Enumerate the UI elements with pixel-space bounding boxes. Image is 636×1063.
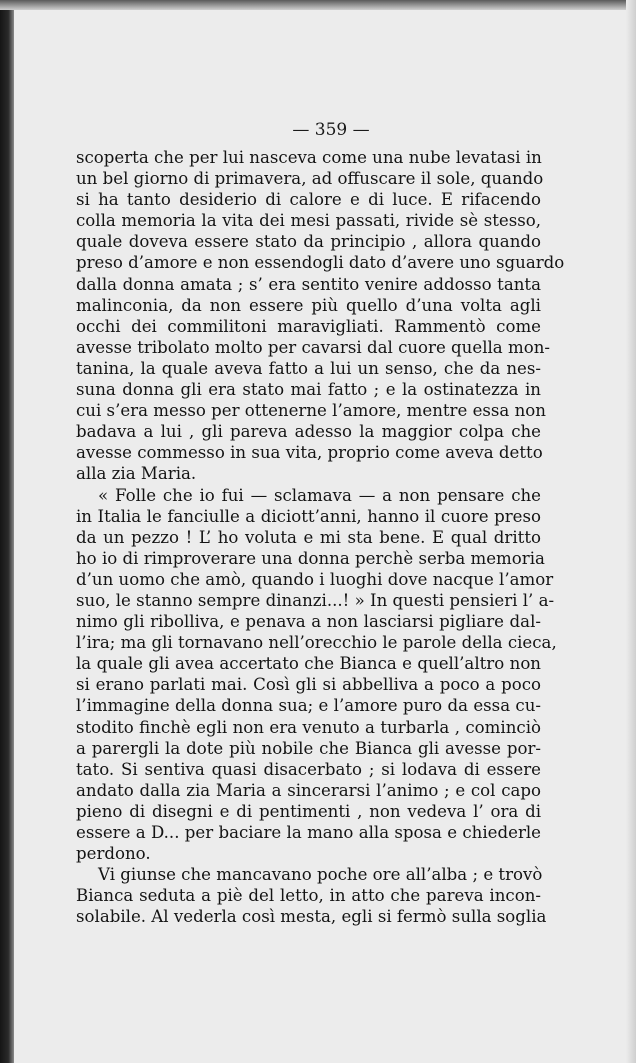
- text-line: malinconia, da non essere più quello d’una volta agli: [76, 295, 541, 315]
- text-line: essere a D... per baciare la mano alla sposa e chiederle: [76, 823, 541, 842]
- text-line: ho io di rimproverare una donna perchè serba memoria: [76, 548, 545, 568]
- text-line: avesse commesso in sua vita, proprio come aveva detto: [76, 443, 543, 463]
- text-line: alla zia Maria.: [76, 464, 197, 484]
- text-line: da un pezzo ! L’ ho voluta e mi sta bene. E qual dritto: [76, 527, 541, 547]
- text-line: d’un uomo che amò, quando i luoghi dove nacque l’amor: [76, 569, 554, 589]
- page-top-edge: [0, 0, 636, 10]
- text-line: si ha tanto desiderio di calore e di luce. E rifacendo: [76, 190, 541, 210]
- text-line: suo, le stanno sempre dinanzi...! » In questi pensieri l’ a-: [76, 590, 555, 610]
- text-line: Bianca seduta a piè del letto, in atto che pareva incon-: [76, 886, 541, 906]
- text-line: nimo gli ribolliva, e penava a non lasciarsi pigliare dal-: [76, 612, 541, 632]
- page-number: — 359 —: [292, 120, 370, 140]
- body-text: [76, 147, 565, 927]
- text-line: badava a lui , gli pareva adesso la maggior colpa che: [76, 422, 541, 442]
- text-line: perdono.: [76, 844, 151, 864]
- text-line: andato dalla zia Maria a sincerarsi l’animo ; e col capo: [76, 780, 541, 800]
- text-line: solabile. Al vederla così mesta, egli si fermò sulla soglia: [76, 907, 547, 927]
- text-line: stodito finchè egli non era venuto a turbarla , cominciò: [76, 717, 541, 737]
- text-line: l’ira; ma gli tornavano nell’orecchio le parole della cieca,: [76, 633, 557, 653]
- text-line: cui s’era messo per ottenerne l’amore, mentre essa non: [76, 401, 546, 421]
- text-line: suna donna gli era stato mai fatto ; e la ostinatezza in: [76, 380, 541, 400]
- text-line: quale doveva essere stato da principio , allora quando: [76, 232, 541, 252]
- text-line: tato. Si sentiva quasi disacerbato ; si lodava di essere: [76, 759, 541, 779]
- text-line: « Folle che io fui — sclamava — a non pensare che: [98, 485, 541, 505]
- text-line: avesse tribolato molto per cavarsi dal cuore quella mon-: [76, 337, 550, 357]
- text-line: occhi dei commilitoni maravigliati. Rammentò come: [76, 316, 541, 336]
- page-right-edge: [626, 0, 636, 1063]
- text-line: si erano parlati mai. Così gli si abbelliva a poco a poco: [76, 675, 541, 695]
- text-line: colla memoria la vita dei mesi passati, rivide sè stesso,: [76, 211, 541, 231]
- text-line: l’immagine della donna sua; e l’amore puro da essa cu-: [76, 696, 541, 716]
- text-line: la quale gli avea accertato che Bianca e quell’altro non: [76, 654, 541, 674]
- text-line: a parergli la dote più nobile che Bianca gli avesse por-: [76, 738, 541, 758]
- text-line: dalla donna amata ; s’ era sentito venire addosso tanta: [76, 274, 541, 294]
- text-line: tanina, la quale aveva fatto a lui un senso, che da nes-: [76, 358, 541, 378]
- text-line: pieno di disegni e di pentimenti , non vedeva l’ ora di: [76, 801, 541, 821]
- text-line: un bel giorno di primavera, ad offuscare il sole, quando: [76, 169, 544, 189]
- page-binding-shadow: [0, 0, 14, 1063]
- text-line: in Italia le fanciulle a diciott’anni, hanno il cuore preso: [76, 506, 541, 526]
- text-line: scoperta che per lui nasceva come una nube levatasi in: [76, 148, 542, 167]
- text-line: Vi giunse che mancavano poche ore all’alba ; e trovò: [98, 865, 543, 885]
- text-line: preso d’amore e non essendogli dato d’avere uno sguardo: [76, 253, 565, 273]
